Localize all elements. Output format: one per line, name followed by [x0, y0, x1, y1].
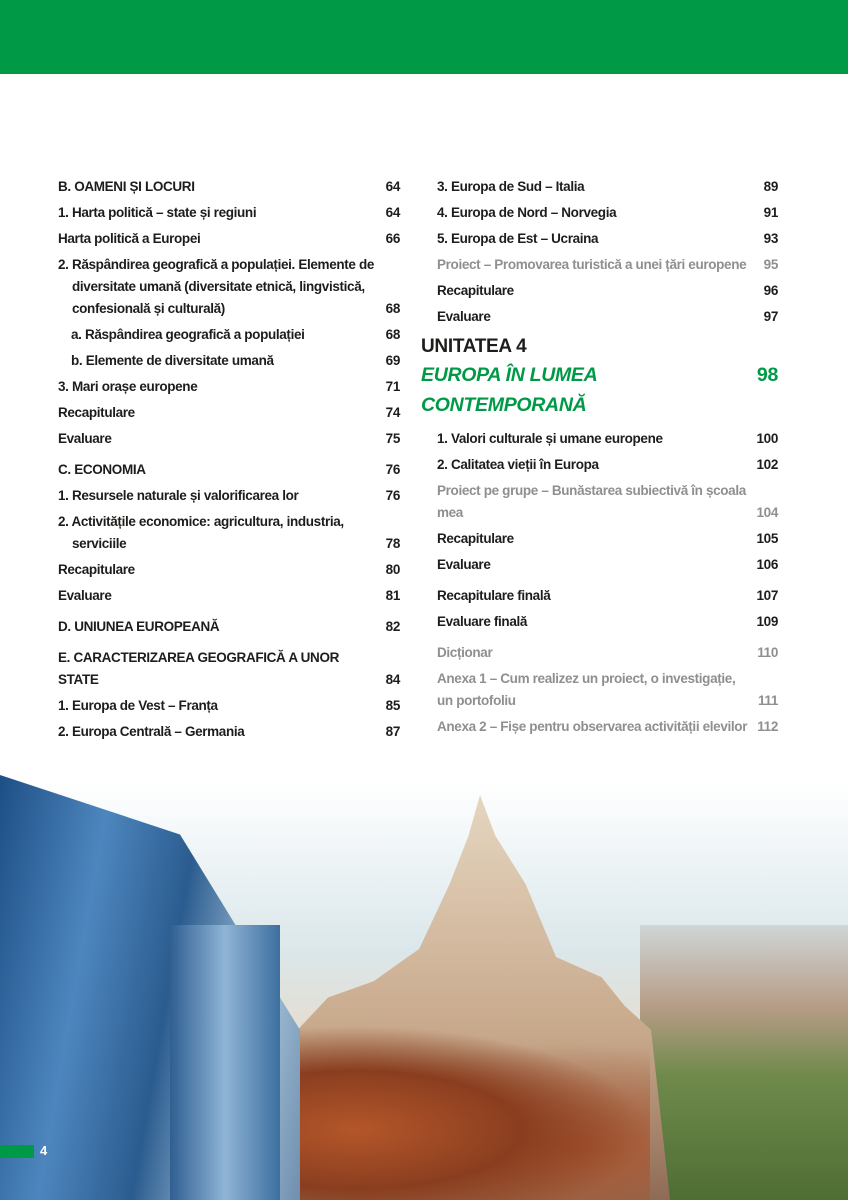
toc-entry[interactable]: 2. Europa Centrală – Germania 87 [58, 724, 400, 739]
toc-entry[interactable]: Recapitulare 105 [437, 531, 778, 546]
toc-entry[interactable]: 4. Europa de Nord – Norvegia 91 [437, 205, 778, 220]
toc-entry[interactable]: Recapitulare 80 [58, 562, 400, 577]
toc-entry[interactable]: 2. Calitatea vieții în Europa 102 [437, 457, 778, 472]
unit-label: UNITATEA 4 [421, 336, 527, 357]
toc-section-d[interactable]: D. UNIUNEA EUROPEANĂ 82 [58, 619, 400, 634]
unit-title[interactable]: EUROPA ÎN LUMEA CONTEMPORANĂ 98 [421, 364, 778, 416]
toc-entry[interactable]: 3. Europa de Sud – Italia 89 [437, 179, 778, 194]
toc-right-column [421, 176, 778, 742]
toc-appendix-entry[interactable]: Anexa 2 – Fișe pentru observarea activității elevilor 112 [437, 719, 778, 734]
toc-entry[interactable]: 2. Răspândirea geografică a populației. Elemente de diversitate umană (diversitate etnică, lingvistică, confesională și culturală) 68 [58, 257, 400, 316]
page-number: 4 [40, 1143, 48, 1158]
toc-project-entry[interactable]: Proiect – Promovarea turistică a unei țări europene 95 [437, 257, 778, 272]
toc-entry[interactable]: 2. Activitățile economice: agricultura, industria, serviciile 78 [58, 514, 400, 551]
toc-entry[interactable]: Recapitulare 96 [437, 283, 778, 298]
toc-entry[interactable]: Evaluare 97 [437, 309, 778, 324]
toc-entry[interactable]: Recapitulare finală 107 [437, 588, 778, 603]
paris-boulevard-image [640, 925, 848, 1200]
toc-subentry[interactable]: b. Elemente de diversitate umană 69 [71, 353, 400, 368]
toc-project-entry[interactable]: Proiect pe grupe – Bunăstarea subiectivă în școala mea 104 [437, 483, 778, 520]
toc-entry[interactable]: 1. Resursele naturale și valorificarea lor 76 [58, 488, 400, 503]
toc-entry[interactable]: Evaluare finală 109 [437, 614, 778, 629]
toc-entry[interactable]: Evaluare 75 [58, 431, 400, 446]
toc-appendix-entry[interactable]: Dicționar 110 [437, 645, 778, 660]
toc-entry[interactable]: Evaluare 106 [437, 557, 778, 572]
toc-section-e[interactable]: E. CARACTERIZAREA GEOGRAFICĂ A UNOR STATE 84 [58, 650, 400, 687]
europe-photo-collage [0, 745, 848, 1200]
toc-entry[interactable]: 1. Europa de Vest – Franța 85 [58, 698, 400, 713]
toc-entry[interactable]: Recapitulare 74 [58, 405, 400, 420]
header-band [0, 0, 848, 74]
toc-section-b[interactable]: B. OAMENI ȘI LOCURI 64 [58, 179, 400, 194]
toc-entry[interactable]: 5. Europa de Est – Ucraina 93 [437, 231, 778, 246]
toc-subentry[interactable]: a. Răspândirea geografică a populației 68 [71, 327, 400, 342]
office-tower-image [170, 925, 280, 1200]
toc-section-c[interactable]: C. ECONOMIA 76 [58, 462, 400, 477]
toc-entry[interactable]: 1. Valori culturale și umane europene 100 [437, 431, 778, 446]
toc-entry[interactable]: Evaluare 81 [58, 588, 400, 603]
toc-appendix-entry[interactable]: Anexa 1 – Cum realizez un proiect, o investigație, un portofoliu 111 [437, 671, 778, 708]
toc-entry[interactable]: 1. Harta politică – state și regiuni 64 [58, 205, 400, 220]
toc-entry[interactable]: 3. Mari orașe europene 71 [58, 379, 400, 394]
toc-left-column [58, 176, 400, 747]
toc-entry[interactable]: Harta politică a Europei 66 [58, 231, 400, 246]
page-number-marker [0, 1145, 34, 1158]
